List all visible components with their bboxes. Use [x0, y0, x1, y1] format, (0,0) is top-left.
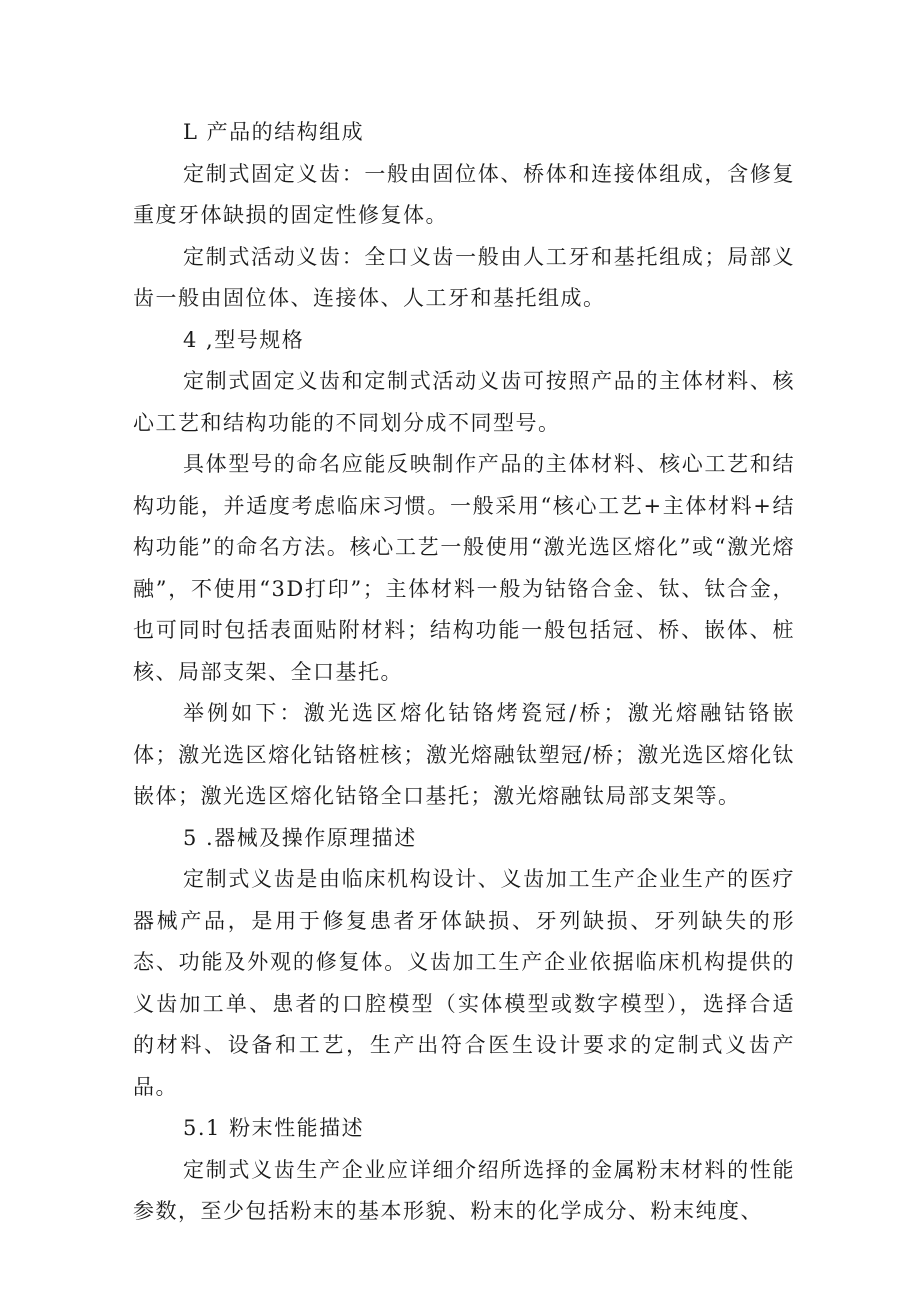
document-body	[133, 112, 795, 1233]
paragraph-powder-description: 定制式义齿生产企业应详细介绍所选择的金属粉末材料的性能参数，至少包括粉末的基本形貌、粉末的化学成分、粉末纯度、	[133, 1157, 795, 1223]
section-heading-structure: L 产品的结构组成	[183, 120, 365, 144]
paragraph-model-naming: 具体型号的命名应能反映制作产品的主体材料、核心工艺和结构功能，并适度考虑临床习惯。一般采用“核心工艺+主体材料+结构功能”的命名方法。核心工艺一般使用“激光选区熔化”或“激光熔融”，不使用“3D打印”；主体材料一般为钴铬合金、钛、钛合金，也可同时包括表面贴附材料；结构功能一般包括冠、桥、嵌体、桩核、局部支架、全口基托。	[133, 452, 795, 684]
paragraph-naming-examples: 举例如下：激光选区熔化钴铬烤瓷冠/桥；激光熔融钴铬嵌体；激光选区熔化钴铬桩核；激光熔融钛塑冠/桥；激光选区熔化钛嵌体；激光选区熔化钴铬全口基托；激光熔融钛局部支架等。	[133, 701, 795, 808]
paragraph-removable-denture: 定制式活动义齿：全口义齿一般由人工牙和基托组成；局部义齿一般由固位体、连接体、人工牙和基托组成。	[133, 244, 795, 310]
section-heading-powder: 5.1 粉末性能描述	[183, 1116, 365, 1140]
paragraph-fixed-denture: 定制式固定义齿：一般由固位体、桥体和连接体组成，含修复重度牙体缺损的固定性修复体。	[133, 161, 795, 227]
paragraph-principle-description: 定制式义齿是由临床机构设计、义齿加工生产企业生产的医疗器械产品，是用于修复患者牙体缺损、牙列缺损、牙列缺失的形态、功能及外观的修复体。义齿加工生产企业依据临床机构提供的义齿加工单、患者的口腔模型（实体模型或数字模型），选择合适的材料、设备和工艺，生产出符合医生设计要求的定制式义齿产品。	[133, 867, 795, 1099]
paragraph-model-division: 定制式固定义齿和定制式活动义齿可按照产品的主体材料、核心工艺和结构功能的不同划分成不同型号。	[133, 369, 795, 435]
section-heading-principle: 5 .器械及操作原理描述	[183, 825, 417, 850]
section-heading-model-spec: 4 ,型号规格	[183, 327, 305, 352]
